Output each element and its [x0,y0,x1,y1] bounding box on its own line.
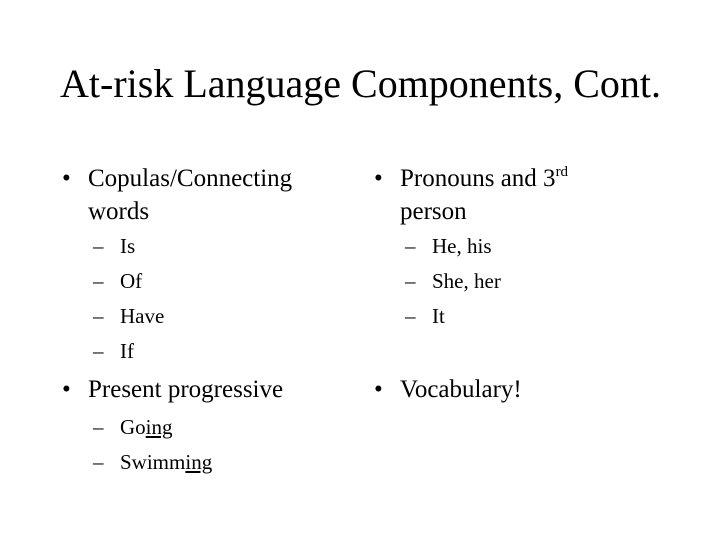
bullet-dot: • [62,376,71,403]
bullet-vocabulary [374,373,522,406]
sub-item [93,445,213,480]
superscript-rd: rd [555,164,569,180]
sub-item [405,229,492,264]
dash-marker: – [93,415,104,439]
dash-marker: – [93,450,104,474]
dash-marker: – [405,269,416,293]
sub-item-text: Of [120,269,143,293]
sub-item [93,410,173,445]
sub-item-text: She, her [432,269,501,293]
sub-item [93,229,136,264]
sub-item-text: Have [120,304,165,328]
dash-marker: – [405,234,416,258]
sub-item-suffix-underlined: ing [185,450,213,474]
sub-item [405,264,501,299]
bullet-present-progressive-text: Present progressive [88,376,284,403]
bullet-vocabulary-text: Vocabulary! [400,376,522,403]
sub-item [93,299,165,334]
dash-marker: – [93,339,104,363]
sub-item-stem: Go [120,415,146,439]
sub-item [93,334,134,369]
bullet-pronouns [374,162,569,228]
sub-item-text: It [432,304,445,328]
bullet-present-progressive [62,373,284,406]
sub-item-text: He, his [432,234,492,258]
bullet-copulas-line1: Copulas/Connecting [88,165,293,192]
bullet-dot: • [374,376,383,403]
sub-item-text: Is [120,234,136,258]
slide-title: At-risk Language Components, Cont. [60,61,662,106]
sub-item-stem: Swimm [120,450,186,474]
sub-item-suffix-underlined: ing [145,415,173,439]
bullet-copulas [62,162,293,228]
bullet-pronouns-text: Pronouns and 3 [400,165,556,192]
sub-item-text: If [120,339,134,363]
sub-item [405,299,445,334]
dash-marker: – [93,304,104,328]
dash-marker: – [93,269,104,293]
bullet-dot: • [374,165,383,192]
bullet-copulas-line2: words [88,198,150,225]
bullet-dot: • [62,165,71,192]
bullet-pronouns-line2: person [400,198,467,225]
sub-item [93,264,143,299]
dash-marker: – [93,234,104,258]
dash-marker: – [405,304,416,328]
bullet-pronouns-line1 [400,162,568,195]
